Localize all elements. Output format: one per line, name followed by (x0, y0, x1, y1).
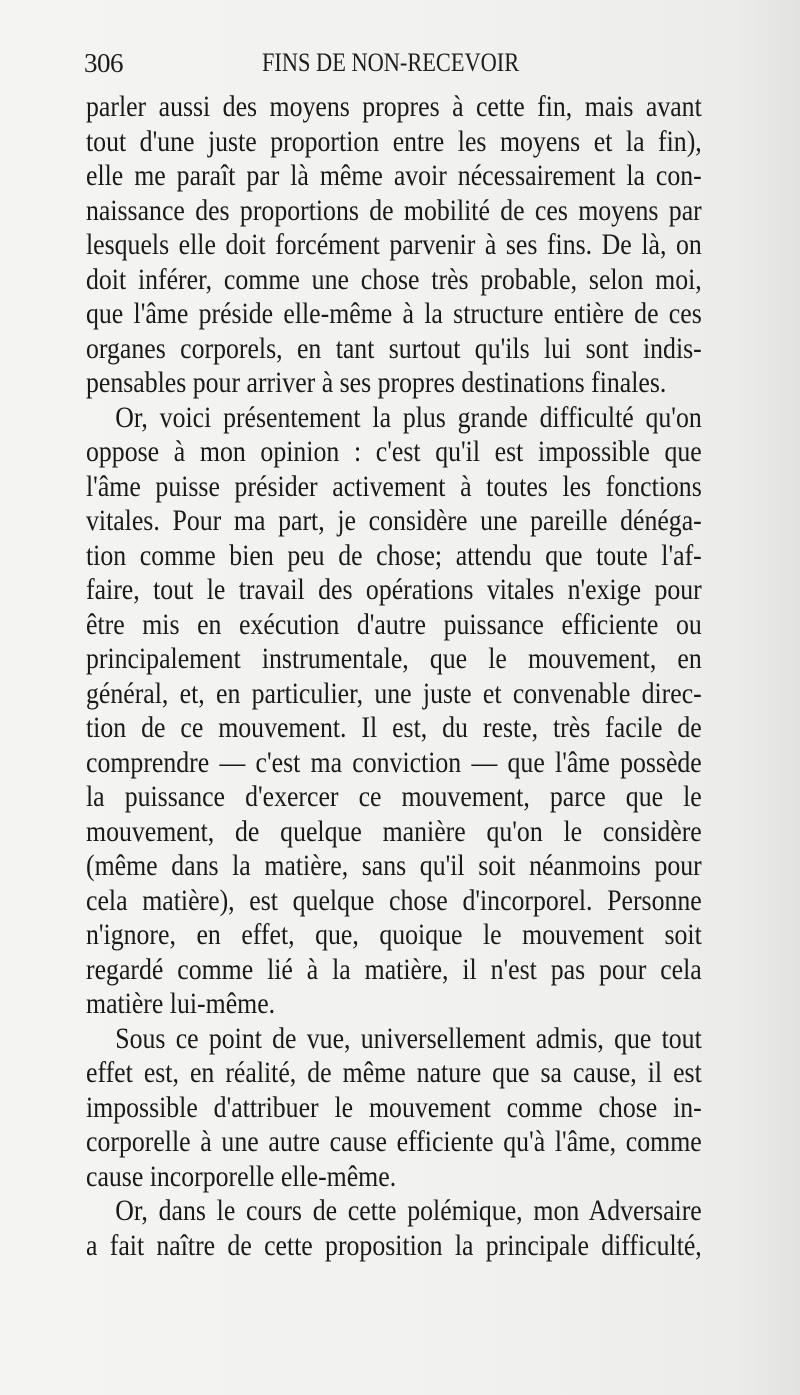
text-line: tout d'une juste proportion entre les moyens et la fin), (86, 124, 702, 158)
text-line: comprendre — c'est ma conviction — que l'âme possède (86, 745, 702, 779)
text-line: (même dans la matière, sans qu'il soit néanmoins pour (86, 849, 702, 882)
text-line: effet est, en réalité, de même nature que sa cause, il est (86, 1056, 702, 1089)
text-line: principalement instrumentale, que le mouvement, en (86, 642, 702, 675)
text-line: Or, dans le cours de cette polémique, mon Adversaire (115, 1194, 702, 1227)
text-line: être mis en exécution d'autre puissance efficiente ou (86, 607, 702, 641)
text-line: doit inférer, comme une chose très probable, selon moi, (86, 262, 702, 296)
text-line: Sous ce point de vue, universellement admis, que tout (115, 1021, 702, 1055)
text-line: vitales. Pour ma part, je considère une pareille dénéga- (86, 504, 702, 537)
page-number: 306 (84, 48, 123, 78)
text-line: lesquels elle doit forcément parvenir à ses fins. De là, on (86, 228, 702, 261)
text-line: naissance des proportions de mobilité de ces moyens par (86, 193, 702, 227)
text-line: général, et, en particulier, une juste et convenable direc- (86, 676, 702, 710)
text-line: mouvement, de quelque manière qu'on le considère (86, 814, 702, 848)
text-line: elle me paraît par là même avoir nécessairement la con- (86, 159, 702, 192)
text-line: pensables pour arriver à ses propres destinations finales. (86, 366, 667, 399)
text-line: la puissance d'exercer ce mouvement, parce que le (86, 780, 702, 813)
text-line: tion de ce mouvement. Il est, du reste, très facile de (86, 711, 702, 744)
text-line: l'âme puisse présider activement à toutes les fonctions (86, 469, 702, 503)
text-line: tion comme bien peu de chose; attendu que toute l'af- (86, 538, 702, 572)
text-line: oppose à mon opinion : c'est qu'il est impossible que (86, 435, 702, 468)
text-line: cause incorporelle elle-même. (86, 1159, 397, 1193)
text-line: parler aussi des moyens propres à cette fin, mais avant (86, 90, 702, 123)
text-line: impossible d'attribuer le mouvement comme chose in- (86, 1090, 702, 1124)
text-line: corporelle à une autre cause efficiente qu'à l'âme, comme (86, 1125, 702, 1158)
text-line: organes corporels, en tant surtout qu'ils lui sont indis- (86, 331, 702, 365)
text-line: que l'âme préside elle-même à la structure entière de ces (86, 297, 702, 330)
text-line: faire, tout le travail des opérations vitales n'exige pour (86, 573, 702, 606)
text-line: cela matière), est quelque chose d'incorporel. Personne (86, 883, 702, 917)
running-title: FINS DE NON-RECEVOIR (262, 48, 520, 77)
text-line: regardé comme lié à la matière, il n'est pas pour cela (86, 952, 702, 986)
text-line: a fait naître de cette proposition la principale difficulté, (86, 1228, 702, 1262)
text-line: matière lui-même. (86, 987, 276, 1020)
body-text (86, 90, 702, 1263)
text-line: Or, voici présentement la plus grande difficulté qu'on (115, 400, 702, 434)
text-line: n'ignore, en effet, que, quoique le mouvement soit (86, 918, 702, 951)
